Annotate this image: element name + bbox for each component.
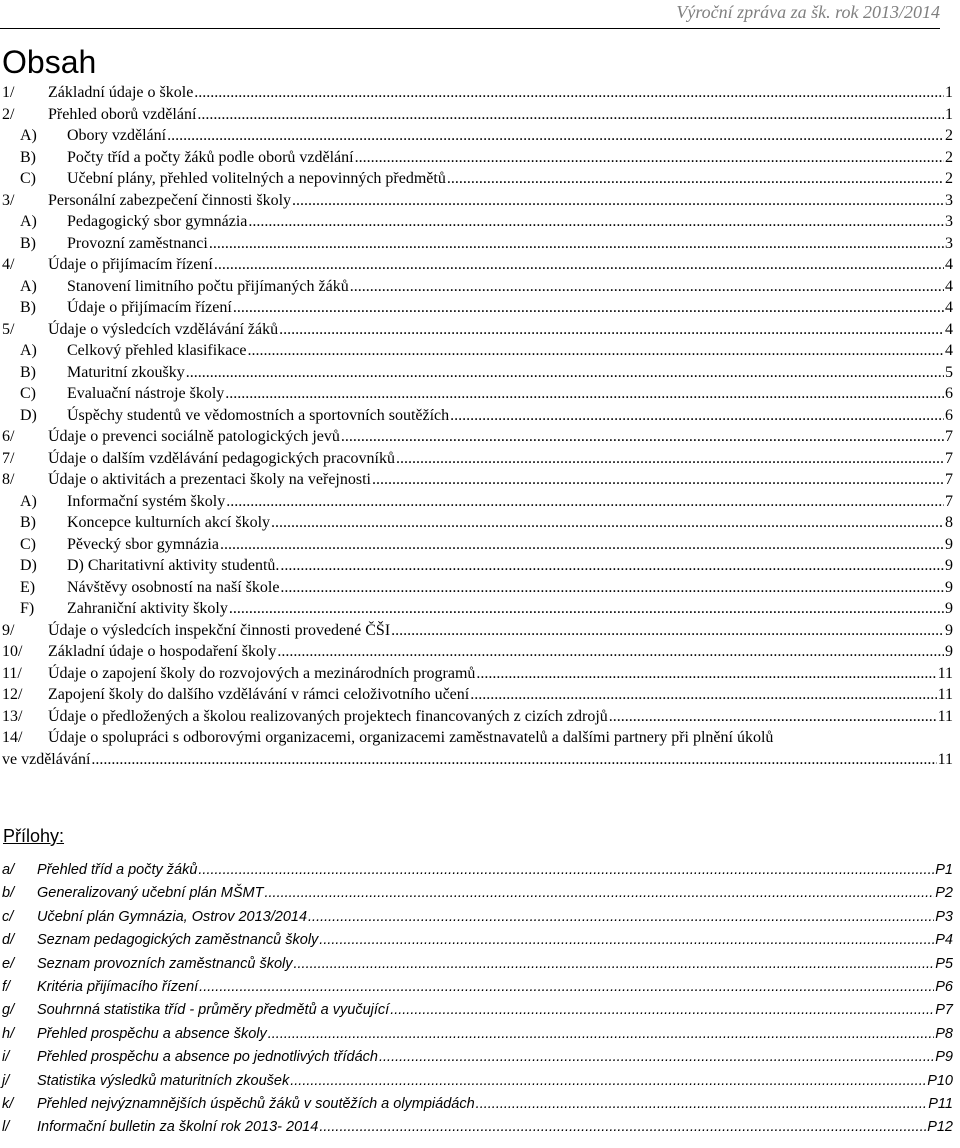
dot-leader — [280, 577, 944, 599]
dot-leader — [186, 362, 944, 384]
dot-leader — [280, 555, 944, 577]
appendix-entry-page: P2 — [935, 885, 953, 902]
toc-entry-title: Pedagogický sbor gymnázia — [67, 213, 248, 230]
appendix-entry-letter: l/ — [2, 1119, 10, 1136]
toc-entry-number: B) — [20, 234, 36, 252]
appendix-entry-letter: d/ — [2, 932, 15, 949]
toc-entry-number: C) — [20, 385, 36, 402]
toc-entry[interactable] — [2, 104, 953, 126]
appendix-entry[interactable] — [2, 906, 953, 929]
toc-entry-title: Úspěchy studentů ve vědomostních a sportovních soutěžích — [67, 406, 450, 424]
dot-leader — [470, 684, 936, 706]
toc-entry[interactable] — [2, 276, 953, 298]
toc-entry-title: Základní údaje o hospodaření školy — [48, 643, 277, 660]
toc-entry-title: Zapojení školy do dalšího vzdělávání v rámci celoživotního učení — [48, 686, 470, 703]
toc-entry-number: 2/ — [2, 105, 15, 123]
toc-entry-title: Stanovení limitního počtu přijímaných žáků — [67, 277, 349, 295]
toc-entry[interactable] — [2, 706, 953, 728]
toc-entry-page: 11 — [937, 707, 953, 725]
toc-entry-page: 7 — [945, 492, 953, 510]
appendix-entry-letter: f/ — [2, 978, 11, 995]
dot-leader — [476, 1093, 928, 1116]
appendix-entry-letter: g/ — [2, 1002, 15, 1019]
toc-entry-title: Údaje o prevenci sociálně patologických jevů — [48, 428, 340, 445]
appendix-entry[interactable] — [2, 929, 953, 952]
toc-entry-page: 2 — [945, 127, 953, 144]
appendix-entry-letter: b/ — [2, 885, 15, 902]
toc-entry[interactable] — [2, 297, 953, 319]
dot-leader — [233, 297, 944, 319]
dot-leader — [229, 598, 944, 620]
toc-entry-title: Údaje o výsledcích vzdělávání žáků — [48, 320, 279, 338]
dot-leader — [91, 749, 936, 771]
appendix-entry-title: Učební plán Gymnázia, Ostrov 2013/2014 — [37, 908, 308, 925]
appendix-entry[interactable] — [2, 1023, 953, 1046]
appendix-entry-title: Přehled prospěchu a absence po jednotlivých třídách — [37, 1049, 378, 1066]
toc-entry-page: 9 — [945, 535, 953, 553]
dot-leader — [350, 276, 944, 298]
toc-entry-title: Evaluační nástroje školy — [67, 385, 225, 402]
toc-entry-page: 9 — [945, 557, 953, 574]
dot-leader — [248, 211, 944, 233]
dot-leader — [292, 190, 944, 212]
dot-leader — [447, 168, 944, 190]
toc-entry[interactable] — [2, 577, 953, 599]
appendix-entry-title: Informační bulletin za školní rok 2013- 2014 — [37, 1119, 319, 1136]
toc-entry[interactable] — [2, 469, 953, 491]
toc-entry-number: 12/ — [2, 686, 23, 703]
toc-entry-page: 6 — [945, 385, 953, 402]
dot-leader — [290, 1070, 926, 1093]
toc-entry-number: 4/ — [2, 256, 15, 273]
dot-leader — [220, 534, 944, 556]
appendix-entry-page: P9 — [935, 1049, 953, 1066]
toc-entry-page: 4 — [945, 299, 953, 316]
dot-leader — [199, 976, 934, 999]
toc-entry-title: Počty tříd a počty žáků podle oborů vzdělání — [67, 148, 354, 166]
toc-entry-number: D) — [20, 406, 37, 424]
dot-leader — [379, 1046, 934, 1069]
toc-entry-title: Zahraniční aktivity školy — [67, 600, 228, 617]
appendix-entry[interactable] — [2, 859, 953, 882]
toc-entry-title: Celkový přehled klasifikace — [67, 342, 247, 359]
appendix-entry-letter: j/ — [2, 1072, 10, 1089]
dot-leader — [319, 1116, 926, 1139]
toc-entry-number: 6/ — [2, 428, 15, 445]
toc-entry-title: Údaje o aktivitách a prezentaci školy na veřejnosti — [48, 471, 371, 488]
appendix-entry-letter: e/ — [2, 955, 15, 972]
toc-entry[interactable] — [2, 383, 953, 405]
toc-entry-page: 4 — [945, 320, 953, 338]
toc-entry-title: Přehled oborů vzdělání — [48, 105, 197, 123]
dot-leader — [268, 1023, 935, 1046]
toc-entry-page: 6 — [945, 406, 953, 424]
toc-entry[interactable] — [2, 340, 953, 362]
toc-entry[interactable] — [2, 491, 953, 513]
toc-entry-number: B) — [20, 299, 36, 316]
table-of-contents — [2, 82, 953, 770]
toc-entry[interactable] — [2, 555, 953, 577]
toc-entry[interactable] — [2, 512, 953, 534]
dot-leader — [308, 906, 934, 929]
appendix-entry[interactable] — [2, 999, 953, 1022]
appendix-entry-page: P3 — [935, 908, 953, 925]
toc-entry[interactable] — [2, 684, 953, 706]
toc-entry[interactable] — [2, 620, 953, 642]
appendix-entry-page: P5 — [935, 955, 953, 972]
appendix-entry-letter: a/ — [2, 862, 15, 878]
dot-leader — [319, 929, 934, 952]
toc-entry-number: 8/ — [2, 471, 15, 488]
appendix-entry[interactable] — [2, 976, 953, 999]
toc-entry[interactable] — [2, 362, 953, 384]
toc-entry-page: 11 — [937, 664, 953, 682]
toc-entry-number: B) — [20, 363, 36, 381]
dot-leader — [226, 491, 944, 513]
dot-leader — [194, 82, 944, 104]
appendix-entry-page: P12 — [927, 1119, 953, 1136]
toc-entry-title: Údaje o spolupráci s odborovými organizacemi, organizacemi zaměstnavatelů a dalšími partnery při plnění úkolů — [48, 729, 774, 746]
toc-entry-page: 4 — [945, 256, 953, 273]
toc-entry-number: 14/ — [2, 729, 23, 746]
dot-leader — [294, 953, 935, 976]
dot-leader — [341, 426, 944, 448]
toc-entry[interactable] — [2, 448, 953, 470]
toc-entry-number: A) — [20, 127, 37, 144]
dot-leader — [209, 233, 944, 255]
dot-leader — [198, 859, 934, 882]
appendix-entry-title: Seznam provozních zaměstnanců školy — [37, 955, 293, 972]
toc-entry-title: Koncepce kulturních akcí školy — [67, 514, 271, 531]
appendix-entry[interactable] — [2, 882, 953, 905]
dot-leader — [277, 641, 944, 663]
appendix-entry-title: Generalizovaný učební plán MŠMT — [37, 885, 264, 902]
toc-entry-page: 3 — [945, 191, 953, 209]
page-title: Obsah — [2, 44, 97, 80]
appendix-entry-letter: c/ — [2, 908, 14, 925]
dot-leader — [476, 663, 936, 685]
appendix-entry-letter: h/ — [2, 1025, 15, 1042]
toc-entry-page: 9 — [945, 621, 953, 639]
toc-entry-number: 11/ — [2, 664, 22, 682]
toc-entry-number: 9/ — [2, 621, 15, 639]
appendix-entry-page: P4 — [935, 932, 953, 949]
appendix-entry-page: P1 — [935, 862, 953, 878]
toc-entry[interactable] — [2, 254, 953, 276]
toc-entry-number: 13/ — [2, 707, 23, 725]
appendix-entry-page: P8 — [935, 1025, 953, 1042]
toc-entry-number: 10/ — [2, 643, 23, 660]
dot-leader — [197, 104, 944, 126]
appendix-entry[interactable] — [2, 1116, 953, 1139]
dot-leader — [391, 620, 944, 642]
running-header: Výroční zpráva za šk. rok 2013/2014 — [0, 0, 940, 29]
appendix-entry-title: Souhrnná statistika tříd - průměry předmětů a vyučující — [37, 1002, 390, 1019]
toc-entry-number: C) — [20, 170, 36, 187]
toc-entry-page: 1 — [945, 105, 953, 123]
appendix-entry-letter: k/ — [2, 1095, 14, 1112]
dot-leader — [609, 706, 937, 728]
toc-entry[interactable] — [2, 211, 953, 233]
appendix-entry-title: Kritéria přijímacího řízení — [37, 978, 199, 995]
toc-entry-title: Údaje o dalším vzdělávání pedagogických pracovníků — [48, 449, 395, 467]
appendix-heading: Přílohy: — [3, 826, 65, 846]
toc-entry-title: Maturitní zkoušky — [67, 363, 185, 381]
toc-entry-title: Údaje o přijímacím řízení — [67, 299, 232, 316]
appendix-entry[interactable] — [2, 1070, 953, 1093]
toc-entry[interactable] — [2, 727, 953, 770]
dot-leader — [264, 882, 934, 905]
appendix-entry-title: Statistika výsledků maturitních zkoušek — [37, 1072, 290, 1089]
appendix-entry-title: Seznam pedagogických zaměstnanců školy — [37, 932, 319, 949]
appendix-list — [2, 859, 953, 1140]
dot-leader — [450, 405, 944, 427]
appendix-entry-title: Přehled tříd a počty žáků — [37, 862, 198, 878]
toc-entry-page: 9 — [945, 600, 953, 617]
toc-entry[interactable] — [2, 534, 953, 556]
toc-entry-title: Základní údaje o škole — [48, 84, 194, 101]
toc-entry-page: 11 — [937, 750, 953, 768]
toc-entry-page: 3 — [945, 234, 953, 252]
dot-leader — [372, 469, 944, 491]
toc-entry-number: B) — [20, 514, 36, 531]
appendix-entry-letter: i/ — [2, 1049, 10, 1066]
toc-entry-number: 3/ — [2, 191, 15, 209]
dot-leader — [390, 999, 934, 1022]
appendix-entry-page: P11 — [928, 1095, 953, 1112]
dot-leader — [355, 147, 944, 169]
toc-entry[interactable] — [2, 147, 953, 169]
appendix-entry[interactable] — [2, 1046, 953, 1069]
toc-entry[interactable] — [2, 168, 953, 190]
toc-entry-title: Návštěvy osobností na naší škole — [67, 578, 280, 596]
toc-entry-page: 5 — [945, 363, 953, 381]
toc-entry[interactable] — [2, 426, 953, 448]
toc-entry-title: Personální zabezpečení činnosti školy — [48, 191, 292, 209]
appendix-entry-page: P10 — [927, 1072, 953, 1089]
toc-entry[interactable] — [2, 319, 953, 341]
toc-entry-title: Učební plány, přehled volitelných a nepovinných předmětů — [67, 170, 446, 187]
appendix-entry-page: P6 — [935, 978, 953, 995]
toc-entry[interactable] — [2, 641, 953, 663]
toc-entry[interactable] — [2, 405, 953, 427]
toc-entry[interactable] — [2, 233, 953, 255]
dot-leader — [279, 319, 944, 341]
toc-entry-title: D) Charitativní aktivity studentů. — [67, 557, 280, 574]
toc-entry[interactable] — [2, 82, 953, 104]
dot-leader — [214, 254, 944, 276]
toc-entry-page: 4 — [945, 277, 953, 295]
appendix-entry[interactable] — [2, 1093, 953, 1116]
appendix-entry-title: Přehled prospěchu a absence školy — [37, 1025, 267, 1042]
toc-entry-title: Údaje o zapojení školy do rozvojových a mezinárodních programů — [48, 664, 476, 682]
toc-entry-number: 5/ — [2, 320, 15, 338]
toc-entry-page: 7 — [945, 471, 953, 488]
dot-leader — [396, 448, 944, 470]
toc-entry-page: 7 — [945, 428, 953, 445]
toc-entry-number: A) — [20, 342, 37, 359]
toc-entry-title: Pěvecký sbor gymnázia — [67, 535, 219, 553]
toc-entry[interactable] — [2, 190, 953, 212]
toc-entry-page: 2 — [945, 148, 953, 166]
toc-entry-number: B) — [20, 148, 36, 166]
toc-entry-number: F) — [20, 600, 35, 617]
toc-entry-number: 1/ — [2, 84, 15, 101]
toc-entry-page: 2 — [945, 170, 953, 187]
toc-entry-title: Obory vzdělání — [67, 127, 167, 144]
toc-entry-page: 7 — [945, 449, 953, 467]
toc-entry-title: Provozní zaměstnanci — [67, 234, 208, 252]
appendix-entry[interactable] — [2, 953, 953, 976]
toc-entry-page: 3 — [945, 213, 953, 230]
toc-entry-number: C) — [20, 535, 36, 553]
dot-leader — [271, 512, 944, 534]
toc-entry[interactable] — [2, 598, 953, 620]
toc-entry-page: 9 — [945, 643, 953, 660]
dot-leader — [248, 340, 945, 362]
toc-entry-page: 11 — [937, 686, 953, 703]
toc-entry-number: A) — [20, 277, 37, 295]
toc-entry-page: 9 — [945, 578, 953, 596]
toc-entry-page: 8 — [945, 514, 953, 531]
toc-entry[interactable] — [2, 663, 953, 685]
dot-leader — [167, 125, 944, 147]
toc-entry-number: A) — [20, 492, 37, 510]
toc-entry[interactable] — [2, 125, 953, 147]
toc-entry-number: A) — [20, 213, 37, 230]
toc-entry-title: Údaje o výsledcích inspekční činnosti provedené ČŠI — [48, 621, 391, 639]
toc-entry-number: E) — [20, 578, 36, 596]
toc-entry-title: Údaje o předložených a školou realizovaných projektech financovaných z cizích zdrojů — [48, 707, 608, 725]
toc-entry-title: Informační systém školy — [67, 492, 226, 510]
dot-leader — [225, 383, 944, 405]
toc-entry-page: 1 — [945, 84, 953, 101]
toc-entry-page: 4 — [945, 342, 953, 359]
toc-entry-number: 7/ — [2, 449, 15, 467]
appendix-entry-page: P7 — [935, 1002, 953, 1019]
toc-entry-title: Údaje o přijímacím řízení — [48, 256, 213, 273]
toc-entry-title-continued: ve vzdělávání — [2, 750, 91, 768]
toc-entry-number: D) — [20, 557, 37, 574]
appendix-entry-title: Přehled nejvýznamnějších úspěchů žáků v soutěžích a olympiádách — [37, 1095, 475, 1112]
